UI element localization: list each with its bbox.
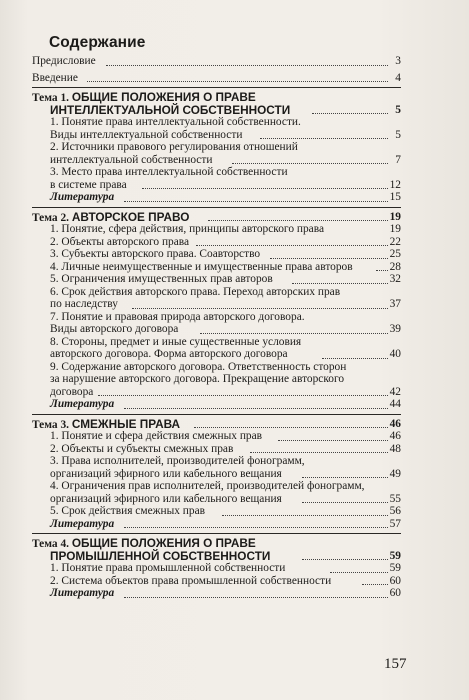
- toc-label: 3. Права исполнителей, производителей фонограмм,: [50, 455, 305, 467]
- toc-topic-2[interactable]: [32, 211, 401, 224]
- leader-dots: [208, 219, 388, 221]
- toc-page: 48: [389, 442, 401, 455]
- toc-label: 6. Срок действия авторского права. Переход авторских прав: [50, 285, 341, 298]
- toc-label: 8. Стороны, предмет и иные существенные условия: [50, 335, 302, 348]
- toc-entry-intro[interactable]: [32, 72, 401, 85]
- leader-dots: [196, 244, 388, 246]
- toc-entry-cont: [32, 154, 401, 167]
- toc-label: 7. Понятие и правовая природа авторского договора.: [50, 310, 305, 323]
- toc-page: 28: [389, 260, 401, 273]
- toc-page: 60: [389, 587, 401, 599]
- toc-label: Литература: [50, 517, 115, 530]
- toc-page: 40: [389, 348, 401, 360]
- toc-entry[interactable]: [32, 361, 401, 374]
- leader-dots: [312, 112, 388, 114]
- leader-dots: [322, 357, 388, 359]
- toc-label: 1. Понятие и сфера действия смежных прав: [50, 430, 263, 442]
- toc-page: 7: [395, 153, 401, 166]
- toc-label: 2. Источники правового регулирования отношений: [50, 141, 298, 153]
- toc-label: 1. Понятие, сфера действия, принципы авторского права: [50, 223, 324, 235]
- toc-literature[interactable]: [32, 398, 401, 411]
- leader-dots: [222, 514, 388, 516]
- page-number: 157: [384, 656, 407, 672]
- toc-label: Литература: [50, 587, 115, 599]
- toc-entry[interactable]: [32, 455, 401, 468]
- topic-title-line: ПРОМЫШЛЕННОЙ СОБСТВЕННОСТИ: [50, 548, 271, 563]
- toc-label: 2. Система объектов права промышленной собственности: [50, 574, 332, 587]
- toc-entry-cont: [32, 348, 401, 361]
- toc-page: 3: [395, 55, 401, 67]
- toc-entry[interactable]: [32, 248, 401, 261]
- leader-dots: [232, 162, 388, 164]
- toc-page: 5: [395, 128, 401, 141]
- toc-entry[interactable]: [32, 223, 401, 236]
- toc-literature[interactable]: [32, 518, 401, 531]
- toc-entry[interactable]: [32, 480, 401, 493]
- toc-label: Литература: [50, 191, 115, 203]
- toc-label: 2. Объекты и субъекты смежных прав: [50, 442, 234, 455]
- divider: [32, 207, 401, 208]
- toc-page: 59: [389, 549, 401, 562]
- toc-entry-cont: [32, 323, 401, 336]
- toc-page: 12: [389, 178, 401, 191]
- toc-page: 37: [389, 298, 401, 310]
- leader-dots: [278, 439, 388, 441]
- leader-dots: [124, 407, 388, 409]
- toc-entry-cont: [32, 298, 401, 311]
- toc-entry-cont: [32, 179, 401, 192]
- toc-label: 4. Личные неимущественные и имущественные права авторов: [50, 260, 353, 273]
- toc-label: авторского договора. Форма авторского договора: [50, 348, 288, 360]
- toc-page: 60: [389, 574, 401, 587]
- toc-label: 1. Понятие права промышленной собственности: [50, 562, 286, 574]
- toc-topic-1-cont: [32, 104, 401, 117]
- toc-label: интеллектуальной собственности: [50, 153, 213, 166]
- toc-label: 1. Понятие права интеллектуальной собственности.: [50, 116, 301, 128]
- leader-dots: [98, 394, 388, 396]
- toc-label: Литература: [50, 398, 115, 410]
- toc-entry[interactable]: [32, 286, 401, 299]
- divider: [32, 87, 401, 88]
- toc-label: 5. Срок действия смежных прав: [50, 505, 206, 517]
- toc-topic-3[interactable]: [32, 418, 401, 431]
- toc-label: по наследству: [50, 298, 118, 310]
- topic-title-line: АВТОРСКОЕ ПРАВО: [71, 209, 190, 224]
- toc-page: 25: [389, 248, 401, 260]
- toc-entry[interactable]: [32, 505, 401, 518]
- leader-dots: [270, 257, 388, 259]
- toc-entry[interactable]: [32, 443, 401, 456]
- topic-number: Тема 3.: [32, 418, 69, 431]
- toc-page: 44: [389, 398, 401, 410]
- leader-dots: [302, 558, 388, 560]
- toc-entry[interactable]: [32, 141, 401, 154]
- toc-entry-cont: [32, 373, 401, 386]
- divider: [32, 414, 401, 415]
- toc-label: 4. Ограничения прав исполнителей, производителей фонограмм,: [50, 480, 365, 492]
- toc-literature[interactable]: [32, 191, 401, 204]
- topic-number: Тема 1.: [32, 92, 69, 104]
- toc-entry-preface[interactable]: [32, 55, 401, 68]
- topic-title-line: ОБЩИЕ ПОЛОЖЕНИЯ О ПРАВЕ: [71, 90, 256, 104]
- leader-dots: [194, 426, 388, 428]
- leader-dots: [302, 476, 388, 478]
- toc-label: договора: [50, 385, 94, 398]
- toc-label: Предисловие: [32, 55, 96, 67]
- toc-entry[interactable]: [32, 273, 401, 286]
- toc-page: 55: [389, 492, 401, 505]
- leader-dots: [87, 80, 388, 82]
- leader-dots: [292, 282, 388, 284]
- topic-title-line: ОБЩИЕ ПОЛОЖЕНИЯ О ПРАВЕ: [71, 536, 256, 550]
- toc-entry[interactable]: [32, 261, 401, 274]
- leader-dots: [132, 307, 388, 309]
- toc-page: 42: [389, 385, 401, 398]
- topic-number: Тема 2.: [32, 211, 69, 224]
- leader-dots: [124, 200, 388, 202]
- toc-page: 22: [389, 235, 401, 248]
- toc-page: 32: [389, 273, 401, 285]
- toc-entry-cont: [32, 468, 401, 481]
- toc-page: 46: [389, 430, 401, 442]
- toc-label: 3. Место права интеллектуальной собственности: [50, 166, 288, 178]
- toc-literature[interactable]: [32, 587, 401, 600]
- leader-dots: [260, 137, 388, 139]
- toc-page: 39: [389, 323, 401, 335]
- toc-entry-cont: [32, 493, 401, 506]
- toc-label: за нарушение авторского договора. Прекращение авторского: [50, 373, 345, 385]
- leader-dots: [124, 596, 388, 598]
- toc-page: 46: [389, 417, 401, 430]
- page-title: Содержание: [49, 34, 146, 51]
- toc-label: организаций эфирного или кабельного вещания: [50, 467, 282, 480]
- toc-label: 5. Ограничения имущественных прав авторов: [50, 273, 273, 285]
- toc-entry[interactable]: [32, 116, 401, 129]
- toc-label: Введение: [32, 71, 78, 84]
- toc-page: 4: [395, 71, 401, 84]
- leader-dots: [106, 64, 388, 66]
- topic-title-line: СМЕЖНЫЕ ПРАВА: [71, 416, 181, 431]
- toc-entry[interactable]: [32, 562, 401, 575]
- leader-dots: [302, 501, 388, 503]
- leader-dots: [362, 583, 388, 585]
- leader-dots: [142, 187, 388, 189]
- toc-topic-4-cont: [32, 550, 401, 563]
- leader-dots: [376, 269, 388, 271]
- toc-label: Виды авторского договора: [50, 323, 179, 335]
- toc-label: 9. Содержание авторского договора. Ответственность сторон: [50, 360, 347, 373]
- toc-page: 19: [389, 210, 401, 223]
- toc-label: 2. Объекты авторского права: [50, 235, 190, 248]
- toc-label: в системе права: [50, 178, 127, 191]
- toc-entry-cont: [32, 129, 401, 142]
- toc-entry[interactable]: [32, 575, 401, 588]
- toc-label: организаций эфирного или кабельного вещания: [50, 492, 282, 505]
- toc-page: 19: [389, 223, 401, 235]
- toc-entry[interactable]: [32, 336, 401, 349]
- table-of-contents: [32, 55, 401, 600]
- toc-page: 59: [389, 562, 401, 574]
- toc-page: 5: [395, 103, 401, 116]
- toc-entry[interactable]: [32, 430, 401, 443]
- toc-entry[interactable]: [32, 236, 401, 249]
- toc-label: Виды интеллектуальной собственности: [50, 128, 243, 141]
- toc-label: 3. Субъекты авторского права. Соавторство: [50, 248, 261, 260]
- toc-entry[interactable]: [32, 166, 401, 179]
- divider: [32, 533, 401, 534]
- leader-dots: [200, 332, 388, 334]
- toc-entry-cont: [32, 386, 401, 399]
- toc-page: 57: [389, 517, 401, 530]
- topic-number: Тема 4.: [32, 538, 69, 550]
- leader-dots: [124, 526, 388, 528]
- topic-title-line: ИНТЕЛЛЕКТУАЛЬНОЙ СОБСТВЕННОСТИ: [50, 102, 291, 117]
- toc-page: 15: [389, 191, 401, 203]
- toc-page: 56: [389, 505, 401, 517]
- toc-entry[interactable]: [32, 311, 401, 324]
- leader-dots: [330, 571, 388, 573]
- leader-dots: [250, 451, 388, 453]
- toc-page: 49: [389, 467, 401, 480]
